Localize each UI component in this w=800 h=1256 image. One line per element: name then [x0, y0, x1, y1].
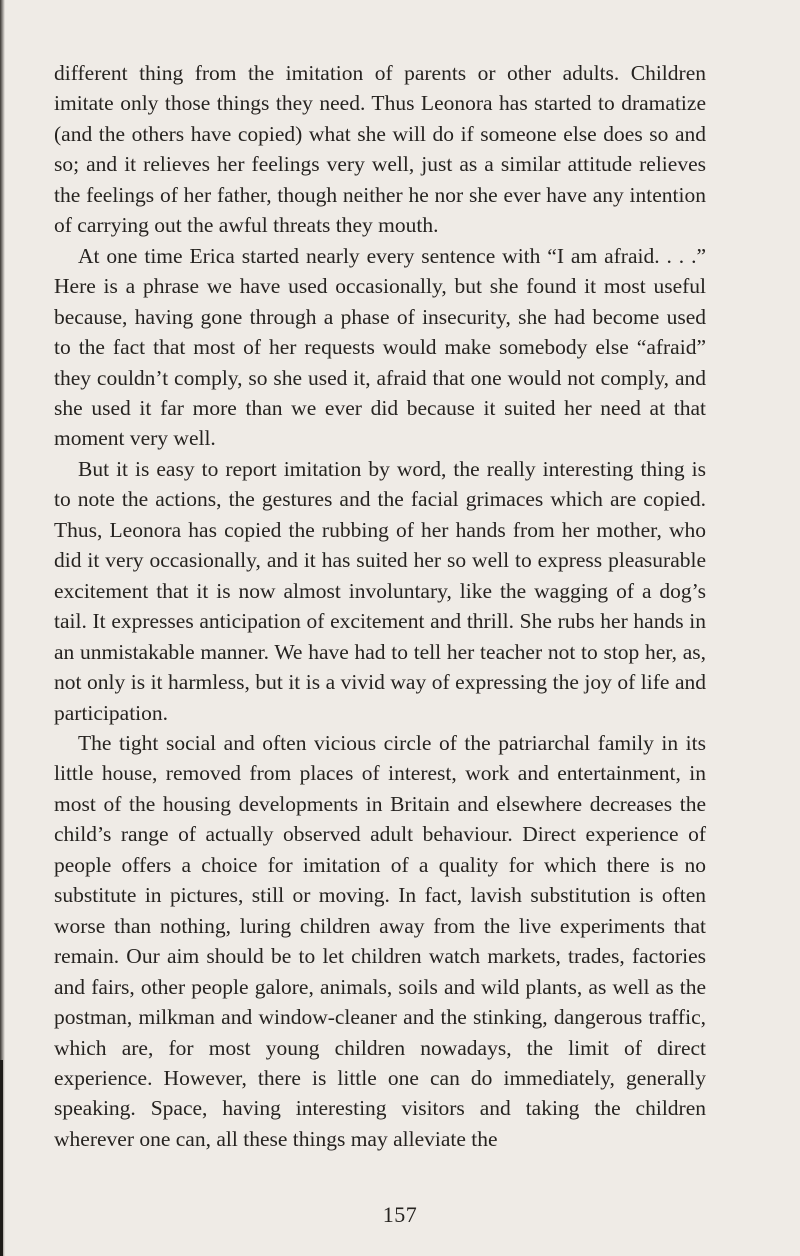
- paragraph-erica: At one time Erica started nearly every sentence with “I am afraid. . . .” Here is a phrase we have used occasionally, but she found it most useful because, having gone through a phase of insecurity, she had become used to the fact that most of her requests would make somebody else “afraid” they couldn’t comply, so she used it, afraid that one would not comply, and she used it far more than we ever did because it suited her need at that moment very well.: [54, 243, 706, 451]
- paragraph-continued: different thing from the imitation of parents or other adults. Children imitate only those things they need. Thus Leonora has started to dramatize (and the others have copied) what she will do if someone else does so and so; and it relieves her feelings very well, just as a similar attitude relieves the feelings of her father, though neither he nor she ever have any intention of carrying out the awful threats they mouth.: [54, 61, 706, 238]
- paragraph-patriarchal-family: The tight social and often vicious circle of the patriarchal family in its little house, removed from places of interest, work and entertainment, in most of the housing developments in Britain and elsewhere decreases the child’s range of actually observed adult behaviour. Direct experience of people offers a choice for imitation of a quality for which there is no substitute in pictures, still or moving. In fact, lavish substitution is often worse than nothing, luring children away from the live experiments that remain. Our aim should be to let children watch markets, trades, factories and fairs, other people galore, animals, soils and wild plants, as well as the postman, milkman and window-cleaner and the stinking, dangerous traffic, which are, for most young children nowadays, the limit of direct experience. However, there is little one can do immediately, generally speaking. Space, having interesting visitors and taking the children wherever one can, all these things may alleviate the: [54, 730, 706, 1151]
- paragraph-imitation-actions: But it is easy to report imitation by word, the really interesting thing is to note the actions, the gestures and the facial grimaces which are copied. Thus, Leonora has copied the rubbing of her hands from her mother, who did it very occasionally, and it has suited her so well to express pleasurable excitement that it is now almost involuntary, like the wagging of a dog’s tail. It expresses anticipation of excitement and thrill. She rubs her hands in an unmistakable manner. We have had to tell her teacher not to stop her, as, not only is it harmless, but it is a vivid way of expressing the joy of life and participation.: [54, 456, 706, 725]
- book-page-body: [54, 58, 706, 1154]
- page-number: 157: [382, 1202, 418, 1227]
